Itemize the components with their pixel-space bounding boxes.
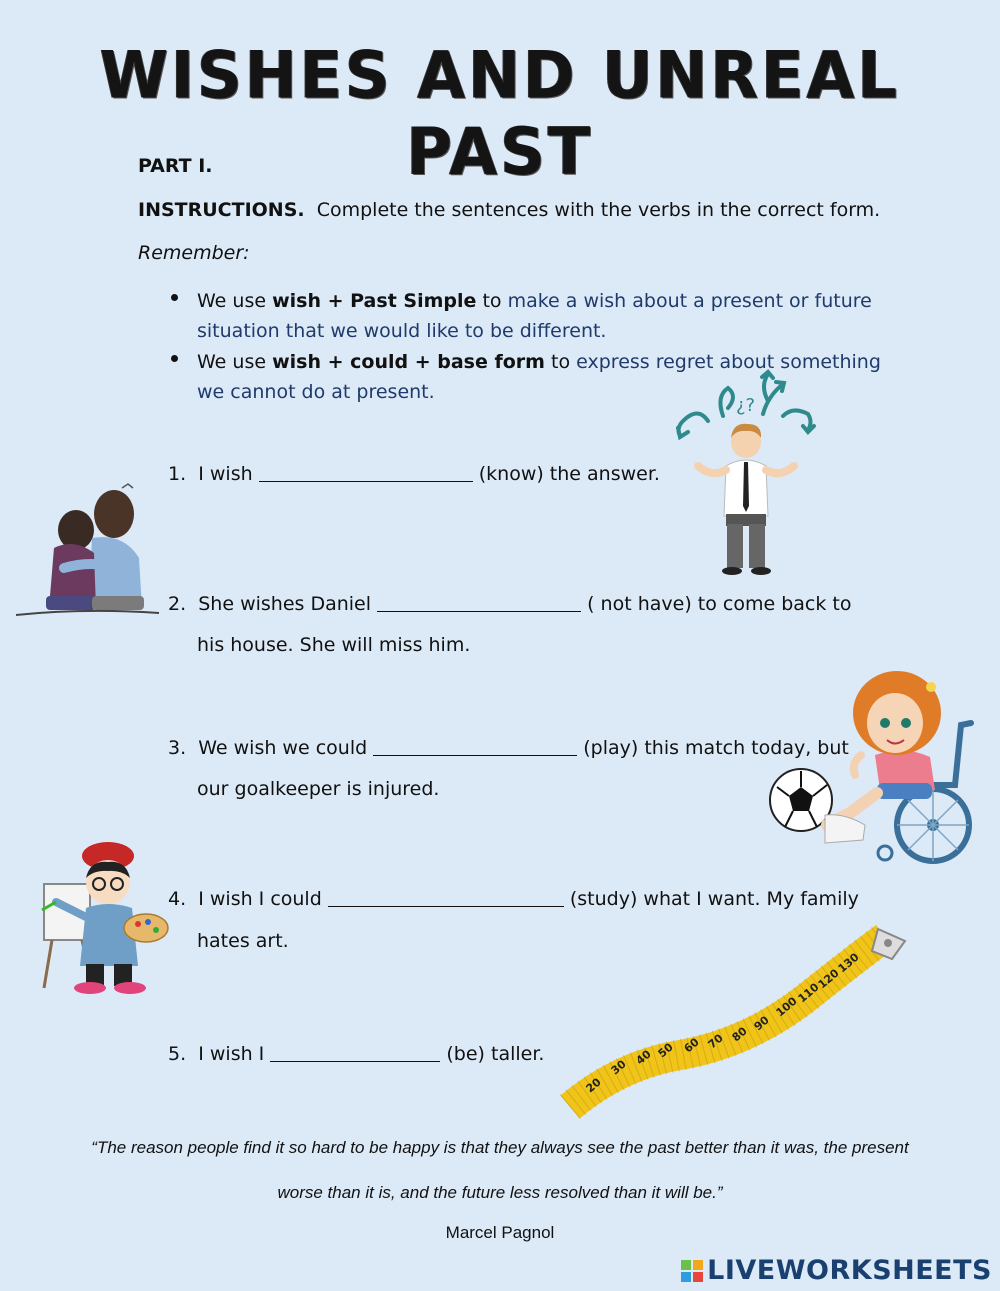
instructions-label: INSTRUCTIONS.	[138, 199, 305, 221]
rule-blue: situation that we would like to be different.	[197, 320, 607, 342]
rule-blue: express regret about something	[576, 351, 881, 373]
tape-label: 40	[633, 1047, 654, 1068]
tape-label: 130	[835, 950, 862, 976]
rule-text: to	[551, 351, 571, 373]
confused-man-icon	[668, 366, 818, 578]
question-marks-label: ¿?	[736, 395, 756, 416]
logo-text: LIVEWORKSHEETS	[707, 1255, 992, 1286]
tape-label: 100	[773, 994, 800, 1020]
exercise-5	[168, 1043, 544, 1065]
bullet-icon	[171, 294, 178, 301]
instructions-text: Complete the sentences with the verbs in the correct form.	[316, 199, 881, 221]
exercise-number: 5.	[168, 1043, 187, 1065]
exercise-number: 3.	[168, 737, 187, 759]
tape-label: 20	[583, 1075, 604, 1096]
tape-label: 90	[751, 1013, 772, 1034]
answer-blank[interactable]	[270, 1045, 440, 1062]
exercise-3-line2: our goalkeeper is injured.	[197, 778, 440, 800]
exercise-4	[168, 888, 859, 910]
answer-blank[interactable]	[259, 465, 473, 482]
answer-blank[interactable]	[328, 890, 564, 907]
tape-label: 80	[729, 1024, 750, 1045]
bullet-icon	[171, 355, 178, 362]
tape-label: 70	[705, 1031, 726, 1052]
tape-label: 120	[815, 966, 842, 992]
exercise-number: 2.	[168, 593, 187, 615]
exercise-text: I wish I	[198, 1043, 265, 1065]
rule-blue: we cannot do at present.	[197, 381, 435, 403]
exercise-number: 4.	[168, 888, 187, 910]
exercise-number: 1.	[168, 463, 187, 485]
rule-bold: wish + Past Simple	[272, 290, 477, 312]
quote-line-1: “The reason people find it so hard to be happy is that they always see the past better than it was, the present	[91, 1138, 909, 1157]
tape-label: 30	[608, 1057, 629, 1078]
exercise-1	[168, 463, 660, 485]
instructions	[138, 199, 880, 221]
exercise-text: She wishes Daniel	[198, 593, 372, 615]
measuring-tape-icon	[560, 915, 915, 1135]
exercise-text: (be) taller.	[446, 1043, 545, 1065]
part-heading: PART I.	[138, 155, 213, 177]
exercise-text: (study) what I want. My family	[569, 888, 859, 910]
exercise-2	[168, 593, 851, 615]
rule-blue: make a wish about a present or future	[507, 290, 872, 312]
exercise-text: I wish I could	[198, 888, 322, 910]
girl-wheelchair-icon	[765, 665, 980, 870]
tape-label: 60	[681, 1035, 702, 1056]
tape-label: 50	[655, 1040, 676, 1061]
exercise-text: We wish we could	[198, 737, 368, 759]
exercise-2-line2: his house. She will miss him.	[197, 634, 471, 656]
rule-text: We use	[197, 290, 267, 312]
quote-line-2: worse than it is, and the future less resolved than it will be.”	[277, 1183, 723, 1202]
hugging-couple-icon	[14, 478, 162, 623]
answer-blank[interactable]	[373, 739, 577, 756]
rule-text: We use	[197, 351, 267, 373]
exercise-3	[168, 737, 849, 759]
logo-squares-icon	[681, 1260, 703, 1282]
painter-boy-icon	[38, 838, 170, 998]
tape-label: 110	[795, 980, 822, 1006]
answer-blank[interactable]	[377, 595, 581, 612]
page-title: WISHES AND UNREAL PAST	[99, 36, 901, 190]
remember-label: Remember:	[138, 242, 250, 264]
rule-text: to	[482, 290, 502, 312]
exercise-text: ( not have) to come back to	[587, 593, 852, 615]
exercise-text: (know) the answer.	[478, 463, 660, 485]
liveworksheets-logo[interactable]	[681, 1255, 992, 1286]
exercise-text: (play) this match today, but	[583, 737, 849, 759]
rule-1	[197, 286, 872, 346]
quote-author: Marcel Pagnol	[445, 1223, 555, 1242]
exercise-4-line2: hates art.	[197, 930, 289, 952]
exercise-text: I wish	[198, 463, 253, 485]
rule-bold: wish + could + base form	[272, 351, 545, 373]
